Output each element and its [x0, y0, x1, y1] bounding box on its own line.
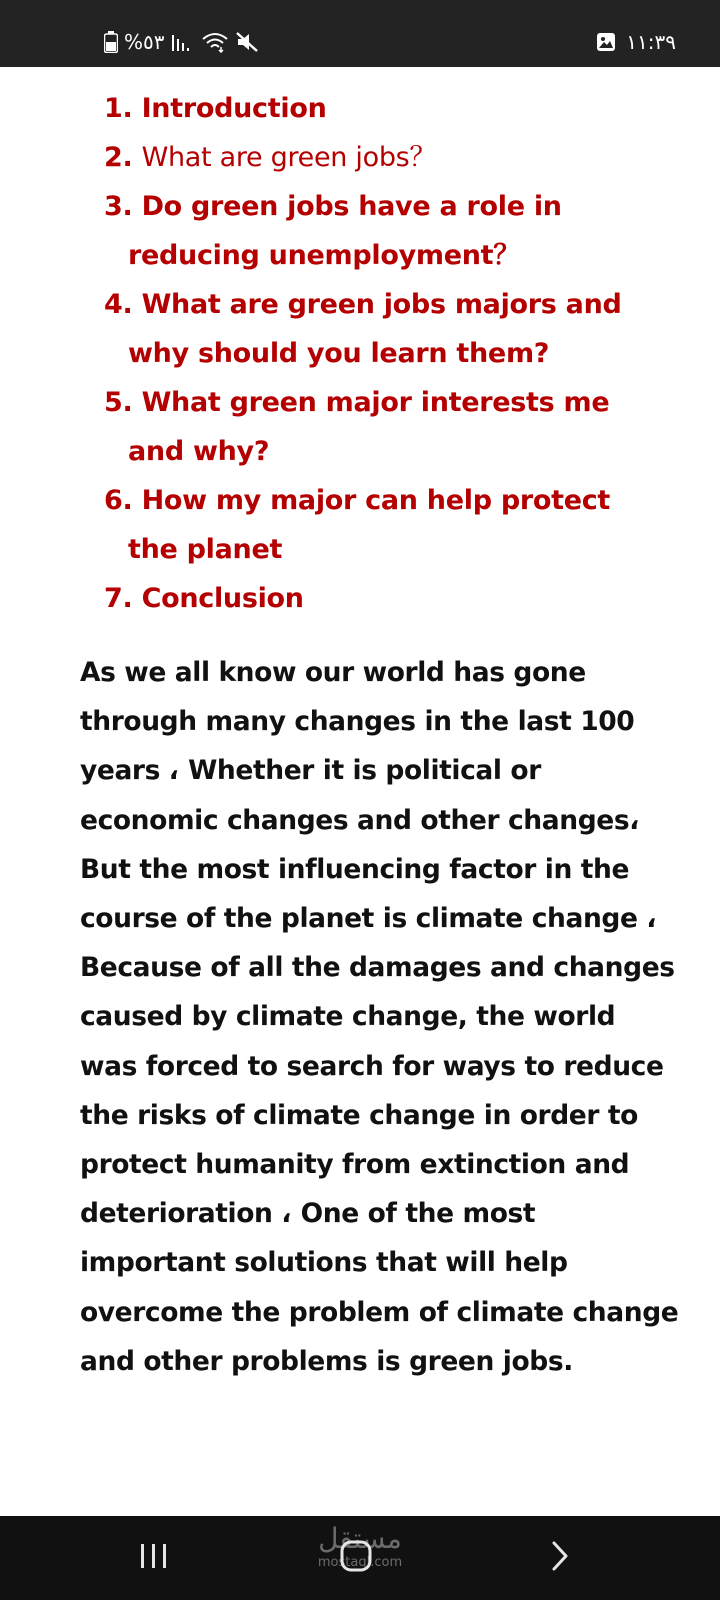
home-icon — [339, 1539, 373, 1578]
watermark-latin: mostaql.com — [317, 1555, 403, 1570]
toc-item-7: 7. Conclusion — [104, 583, 304, 614]
home-button[interactable] — [326, 1534, 386, 1582]
gallery-notification-icon — [596, 32, 616, 52]
toc-item-1: 1. Introduction — [104, 93, 327, 124]
status-bar — [0, 0, 720, 67]
toc-item-2: 2. What are green jobs？ — [104, 142, 437, 173]
toc-item-6: 6. How my major can help protect the planet — [104, 485, 611, 565]
watermark-arabic: مستقل — [318, 1522, 402, 1555]
navigation-bar — [0, 1516, 720, 1600]
body-paragraph: As we all know our world has gone through many changes in the last 100 years ، Whether it is political or economic changes and other changes، But the most influencing factor in the course of the planet is climate change ، Because of all the damages and changes caused by climate change, the world was forced to search for ways to reduce the risks of climate change in order to protect humanity from extinction and deterioration ، One of the most important solutions that will help overcome the problem of climate change and other problems is green jobs. — [80, 657, 679, 1377]
document-view[interactable] — [0, 67, 720, 1516]
battery-icon — [104, 31, 118, 53]
toc-item-5: 5. What green major interests me and why? — [104, 387, 610, 467]
clock: ١١:٣٩ — [626, 30, 676, 54]
mute-icon — [235, 31, 259, 53]
recents-icon — [139, 1542, 169, 1575]
toc-item-3: 3. Do green jobs have a role in reducing unemployment？ — [104, 191, 562, 271]
signal-icon — [171, 31, 195, 53]
back-button[interactable] — [530, 1534, 590, 1582]
toc-item-4: 4. What are green jobs majors and why should you learn them? — [104, 289, 622, 369]
back-chevron-icon — [549, 1540, 571, 1577]
table-of-contents — [104, 84, 664, 623]
battery-percent: %٥٣ — [124, 30, 165, 54]
status-left-group — [104, 30, 259, 54]
recents-button[interactable] — [124, 1534, 184, 1582]
wifi-icon — [201, 31, 229, 53]
status-right-group — [596, 30, 676, 54]
